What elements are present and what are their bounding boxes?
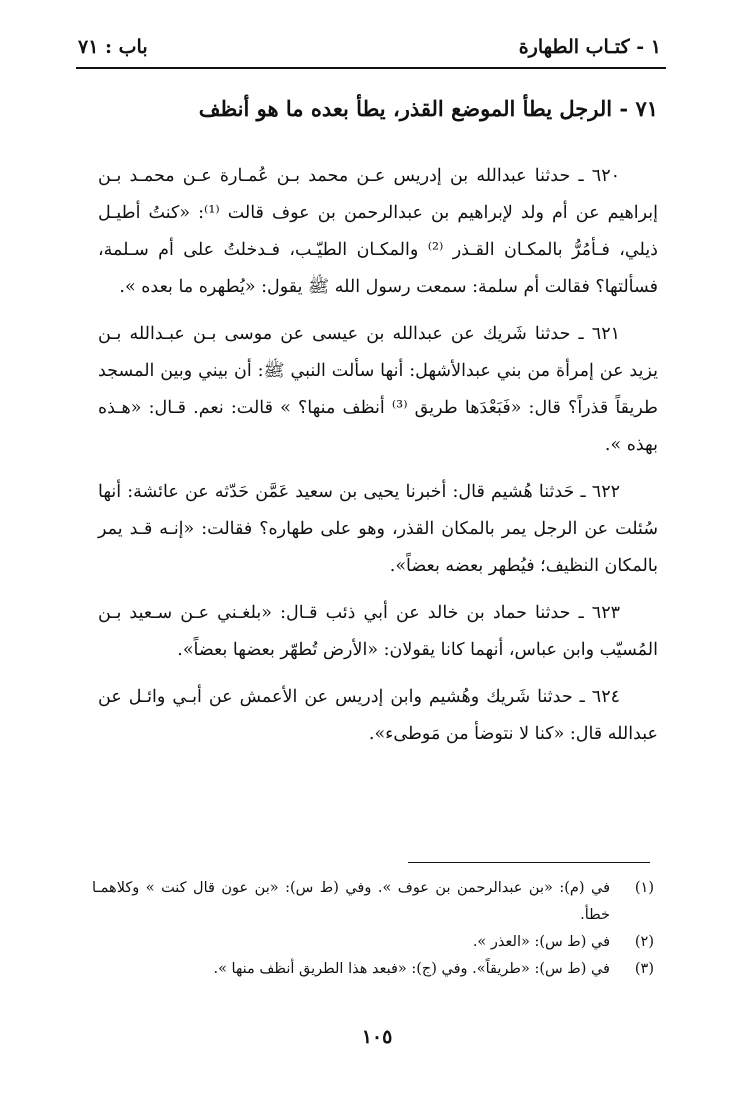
hadith-621: ٦٢١ ـ حدثنا شَريك عن عبدالله بن عيسى عن موسى بـن عبـدالله بـن يزيد عن إمرأة من بني عبدالأشهل: أنها سألت النبي ﷺ: أن بيني وبين المسجد طريقاً قذراً؟ قال: «فَبَعْدَها طريق ⁽³⁾ أنظف منها؟ » قالت: نعم. قـال: «هـذه بهذه ». bbox=[98, 324, 658, 455]
footnote-2 bbox=[92, 929, 654, 956]
footnotes bbox=[92, 875, 654, 983]
chapter-title: ٧١ - الرجل يطأ الموضع القذر، يطأ بعده ما هو أنظف bbox=[198, 96, 658, 121]
chapter-label: باب : ٧١ bbox=[78, 36, 148, 58]
footnote-number: (٣) bbox=[634, 961, 654, 977]
book-title: ١ - كتـاب الطهارة bbox=[518, 36, 661, 58]
hadith-body bbox=[98, 158, 658, 763]
footnote-text: في (م): «بن عبدالرحمن بن عوف ». وفي (ط س): «بن عون قال كنت » وكلاهمـا خطأ. bbox=[92, 880, 610, 923]
page-number: ١٠٥ bbox=[361, 1026, 393, 1048]
hadith-623: ٦٢٣ ـ حدثنا حماد بن خالد عن أبي ذئب قـال: «بلغـني عـن سـعيد بـن المُسيّب وابن عباس، أنهما كانا يقولان: «الأرض تُطهّر بعضها بعضاً». bbox=[98, 603, 658, 660]
footnote-number: (١) bbox=[634, 880, 654, 896]
footnote-1 bbox=[92, 875, 654, 929]
footnote-divider bbox=[408, 862, 650, 863]
footnote-3 bbox=[92, 956, 654, 983]
footnote-number: (٢) bbox=[634, 934, 654, 950]
hadith-624: ٦٢٤ ـ حدثنا شَريك وهُشيم وابن إدريس عن الأعمش عن أبـي وائـل عن عبدالله قال: «كنا لا نتوضأ من مَوطىء». bbox=[98, 687, 658, 744]
hadith-620: ٦٢٠ ـ حدثنا عبدالله بن إدريس عـن محمد بـن عُمـارة عـن محمـد بـن إبراهيم عن أم ولد لإبراهيم بن عبدالرحمن بن عوف قالت ⁽¹⁾: «كنتُ أطيـل ذيلي، فـأمُرُّ بالمكـان القـذر ⁽²⁾ والمكـان الطيّـب، فـدخلتُ على أم سـلمة، فسألتها؟ فقالت أم سلمة: سمعت رسول الله ﷺ يقول: «يُطهره ما بعده ». bbox=[98, 166, 658, 297]
header-divider bbox=[76, 67, 666, 69]
footnote-text: في (ط س): «العذر ». bbox=[472, 934, 610, 950]
running-head bbox=[78, 30, 661, 66]
hadith-622: ٦٢٢ ـ حَدثنا هُشيم قال: أخبرنا يحيى بن سعيد عَمَّن حَدّثه عن عائشة: أنها سُئلت عن الرجل يمر بالمكان القذر، وهو على طهاره؟ فقالت: «إنـه قـد يمر بالمكان النظيف؛ فيُطهر بعضه بعضاً». bbox=[98, 482, 658, 576]
footnote-text: في (ط س): «طريقاً». وفي (ج): «فبعد هذا الطريق أنظف منها ». bbox=[213, 961, 610, 977]
